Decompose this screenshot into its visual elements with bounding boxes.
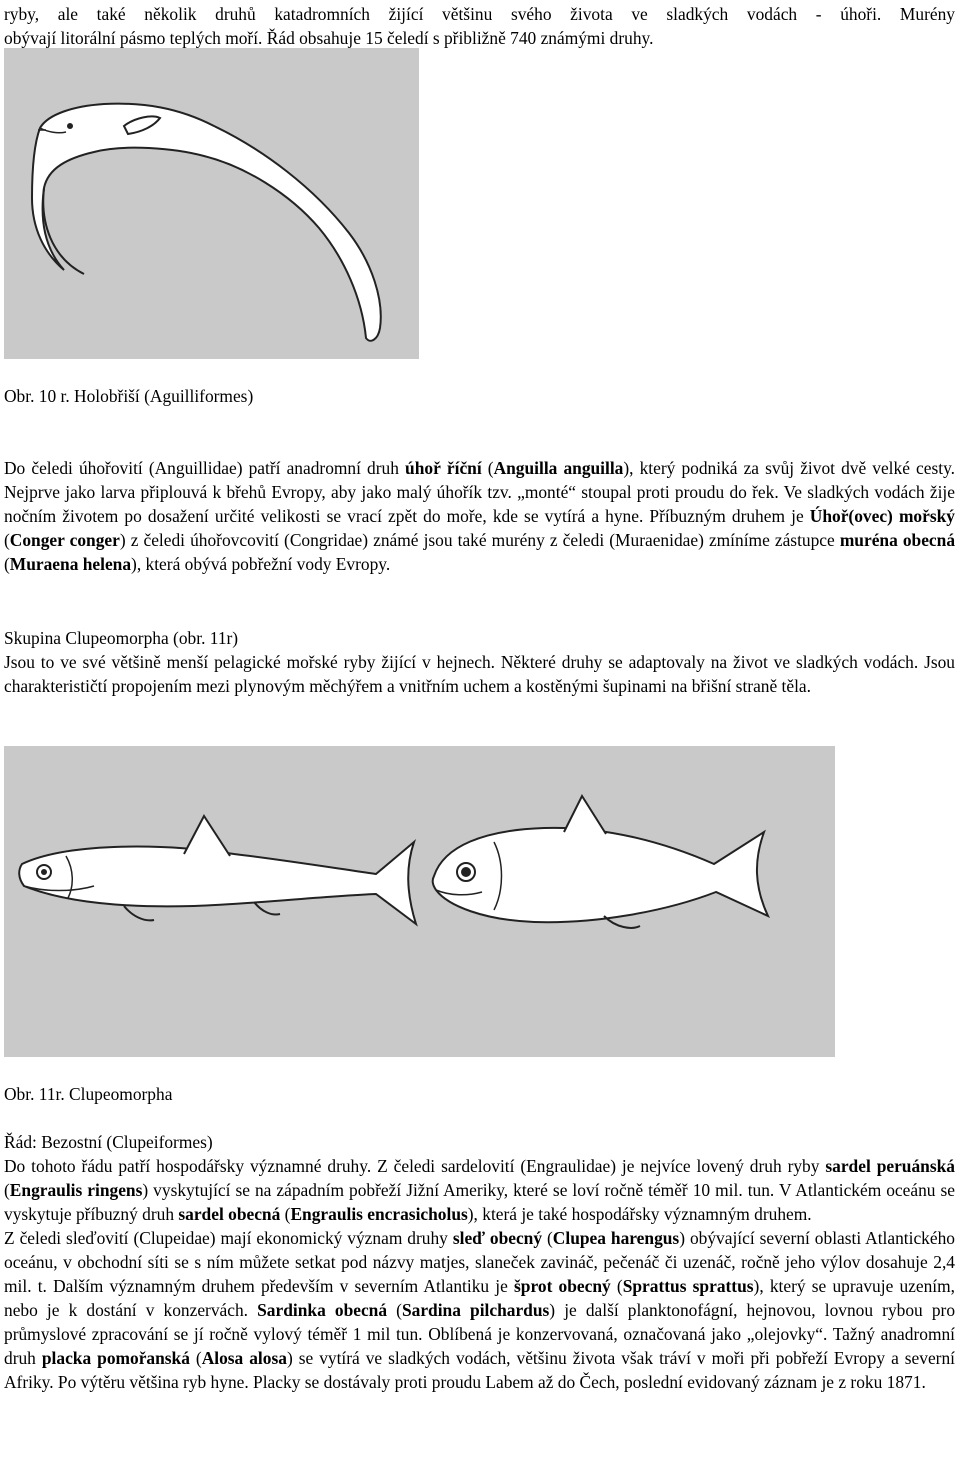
text-run: ( [4, 1180, 10, 1200]
text-run: ( [481, 458, 494, 478]
clupeiformes-section [4, 1130, 955, 1394]
text-run: ), která obývá pobřežní vody Evropy. [131, 554, 391, 574]
clupeomorpha-illustration [4, 746, 835, 1057]
latin-name: Engraulis ringens [9, 1180, 143, 1200]
latin-name: Alosa alosa [201, 1348, 287, 1368]
text-run: ) se vytírá ve sladkých vodách, většinu života však tráví v moři při pobřeží Evropy a severní Afriky. Po výtěru většina ryb hyne. Placky se dostávaly proti proudu Labem až do Čech, poslední evidovaný záznam je z roku 1871. [4, 1348, 955, 1392]
species-name: úhoř říční [405, 458, 482, 478]
text-run: ) z čeledi úhořovcovití (Congridae) známé jsou také murény z čeledi (Muraenidae) zmíníme zástupce [119, 530, 840, 550]
eel-figure [4, 48, 419, 359]
text-run: ( [280, 1204, 291, 1224]
clupeiformes-paragraph-2 [4, 1226, 955, 1394]
latin-name: Anguilla anguilla [493, 458, 624, 478]
figure-11-caption-text: Obr. 11r. Clupeomorpha [4, 1084, 173, 1104]
text-run: ( [610, 1276, 623, 1296]
text-run: ), který podniká za svůj život dvě velké cesty. Nejprve jako larva připlouvá k břehů Evropy, aby jako malý úhořík tzv. „monté“ stoupal proti proudu do řek. Ve sladkých vodách žije nočním životem po dosažení určité velikosti se vrací zpět do moře, kde se vytírá a hyne. Příbuzným druhem je [4, 458, 955, 526]
clupeomorpha-figure [4, 746, 835, 1057]
clupeomorpha-text: Jsou to ve své většině menší pelagické mořské ryby žijící v hejnech. Některé druhy se adaptovaly na život ve sladkých vodách. Jsou charakterističtí propojením mezi plynovým měchýřem a vnitřním uchem a kostěnými šupinami na břišní straně těla. [4, 652, 955, 696]
text-run: ( [542, 1228, 553, 1248]
species-name: Úhoř(ovec) mořský [809, 506, 955, 526]
figure-11-caption [4, 1082, 955, 1106]
latin-name: Engraulis encrasicholus [290, 1204, 468, 1224]
text-run: ) je další planktonofágní, hejnovou, lovnou rybou pro průmyslové zpracování se jí ročně vylový téměř 1 mil tun. Oblíbená je konzervovaná, označovaná jako „olejovky“. Tažný anadromní druh [4, 1300, 956, 1368]
anchovy-drawing [19, 816, 416, 924]
text-run: ( [4, 554, 10, 574]
latin-name: Conger conger [9, 530, 120, 550]
text-run: ), která je také hospodářsky významným druhem. [467, 1204, 812, 1224]
text-run: Z čeledi sleďovití (Clupeidae) mají ekonomický význam druhy [4, 1228, 453, 1248]
intro-line-1: ryby, ale také několik druhů katadromních žijící většinu svého života ve sladkých vodách - úhoři. Murény [4, 4, 955, 24]
text-run: ( [387, 1300, 402, 1320]
figure-10-caption [4, 384, 955, 408]
species-name: muréna obecná [839, 530, 956, 550]
text-run: ) vyskytující se na západním pobřeží Jižní Ameriky, které se loví ročně téměř 10 mil. tun. V Atlantickém oceánu se vyskytuje příbuzný druh [4, 1180, 955, 1224]
anguilla-paragraph [4, 456, 955, 576]
shad-drawing [433, 796, 768, 928]
figure-10-caption-text: Obr. 10 r. Holobřiší (Aguilliformes) [4, 386, 254, 406]
anguilla-text [4, 456, 955, 576]
species-name: sardel obecná [178, 1204, 281, 1224]
clupeomorpha-heading: Skupina Clupeomorpha (obr. 11r) [4, 628, 239, 648]
clupeiformes-heading: Řád: Bezostní (Clupeiformes) [4, 1132, 213, 1152]
text-run: ) obývající severní oblasti Atlantického oceánu, v obchodní síti se s ním můžete setkat pod názvy matjes, slaneček zavináč, pečenáč či uzenáč, ročně jeho výlov dosahuje 2,4 mil. t. Dalším významným druhem především v severním Atlantiku je [4, 1228, 955, 1296]
latin-name: Sprattus sprattus [622, 1276, 754, 1296]
text-run: Do tohoto řádu patří hospodářsky významné druhy. Z čeledi sardelovití (Engraulidae) je nejvíce lovený druh ryby [4, 1156, 826, 1176]
text-run: ), který se upravuje uzením, nebo je k dostání v konzervách. [4, 1276, 956, 1320]
species-name: sardel peruánská [825, 1156, 955, 1176]
text-run: ( [189, 1348, 202, 1368]
species-name: placka pomořanská [41, 1348, 190, 1368]
latin-name: Clupea harengus [552, 1228, 680, 1248]
eel-illustration [4, 48, 419, 359]
text-run: ( [4, 530, 10, 550]
intro-line-2: obývají litorální pásmo teplých moří. Řád obsahuje 15 čeledí s přibližně 740 známými druhy. [4, 28, 654, 48]
clupeomorpha-section [4, 626, 955, 698]
text-run: Do čeledi úhořovití (Anguillidae) patří anadromní druh [4, 458, 406, 478]
latin-name: Muraena helena [9, 554, 132, 574]
species-name: šprot obecný [514, 1276, 611, 1296]
latin-name: Sardina pilchardus [401, 1300, 550, 1320]
species-name: Sardinka obecná [257, 1300, 388, 1320]
species-name: sleď obecný [452, 1228, 543, 1248]
clupeiformes-paragraph-1 [4, 1154, 955, 1226]
intro-paragraph [4, 2, 955, 50]
